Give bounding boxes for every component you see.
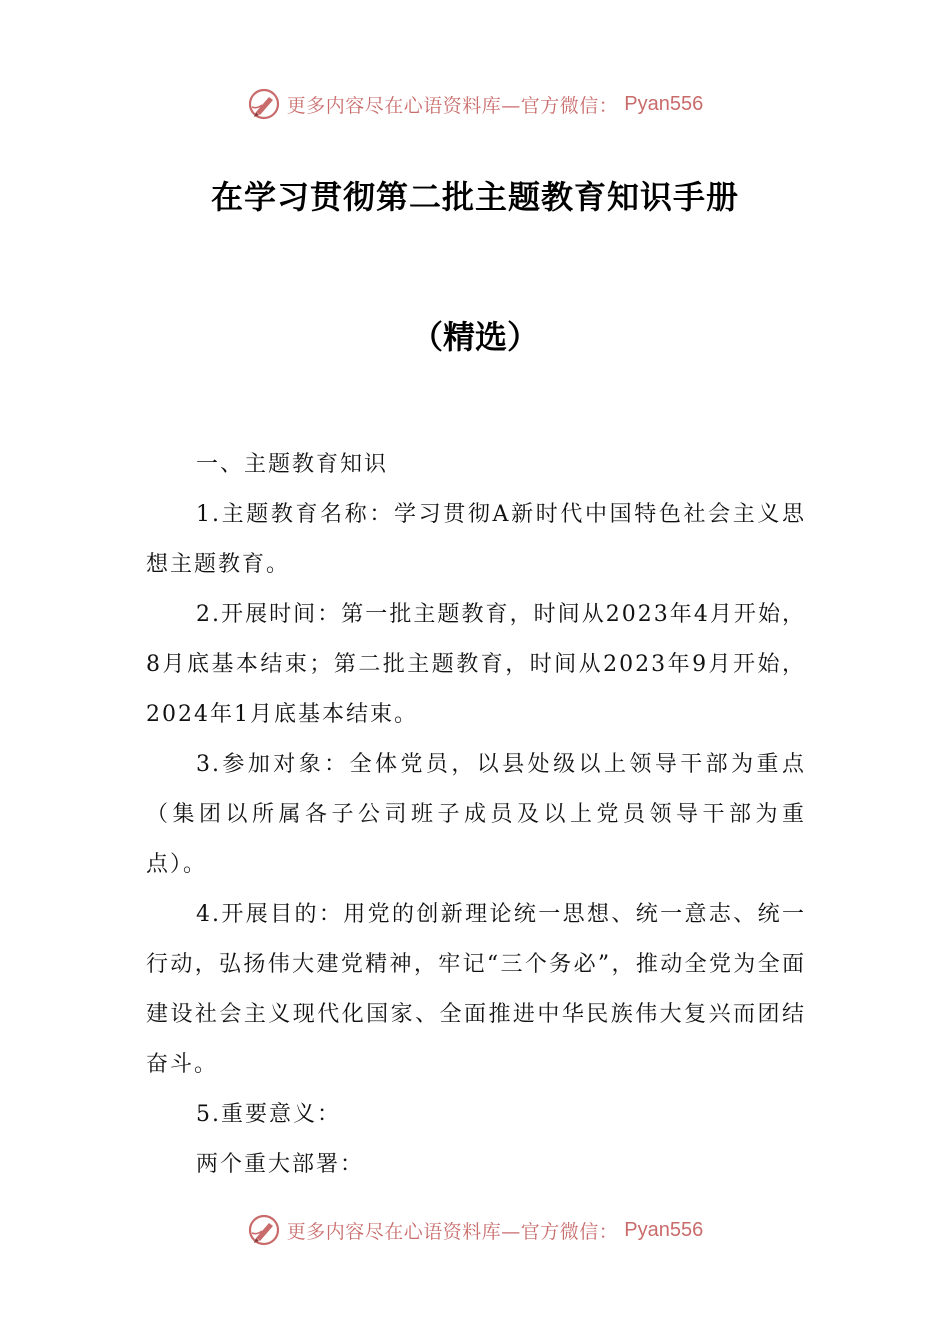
pen-logo-icon (247, 87, 281, 121)
paragraph: 1.主题教育名称：学习贯彻A新时代中国特色社会主义思想主题教育。 (146, 502, 806, 577)
paragraph: 4.开展目的：用党的创新理论统一思想、统一意志、统一行动，弘扬伟大建党精神，牢记“三个务必”，推动全党为全面建设社会主义现代化国家、全面推进中华民族伟大复兴而团结奋斗。 (146, 902, 806, 1077)
paragraph: 5.重要意义： (196, 1102, 341, 1127)
paragraph: 2.开展时间：第一批主题教育，时间从2023年4月开始，8月底基本结束；第二批主题教育，时间从2023年9月开始，2024年1月底基本结束。 (146, 602, 806, 727)
paragraph: 两个重大部署： (196, 1152, 365, 1177)
pen-logo-icon (247, 1213, 281, 1247)
footer-banner-handle: Pyan556 (624, 1218, 704, 1241)
document-body (146, 440, 806, 1190)
document-subtitle: （精选） (410, 318, 539, 356)
section-heading: 一、主题教育知识 (196, 452, 389, 477)
header-banner-handle: Pyan556 (624, 92, 704, 115)
document-title: 在学习贯彻第二批主题教育知识手册 (210, 178, 739, 216)
paragraph: 3.参加对象：全体党员，以县处级以上领导干部为重点（集团以所属各子公司班子成员及以上党员领导干部为重点）。 (146, 752, 806, 877)
footer-banner-text: 更多内容尽在心语资料库—官方微信： (286, 1220, 619, 1243)
footer-watermark-banner (0, 1210, 950, 1250)
header-banner-text: 更多内容尽在心语资料库—官方微信： (286, 94, 619, 117)
header-watermark-banner (0, 84, 950, 124)
